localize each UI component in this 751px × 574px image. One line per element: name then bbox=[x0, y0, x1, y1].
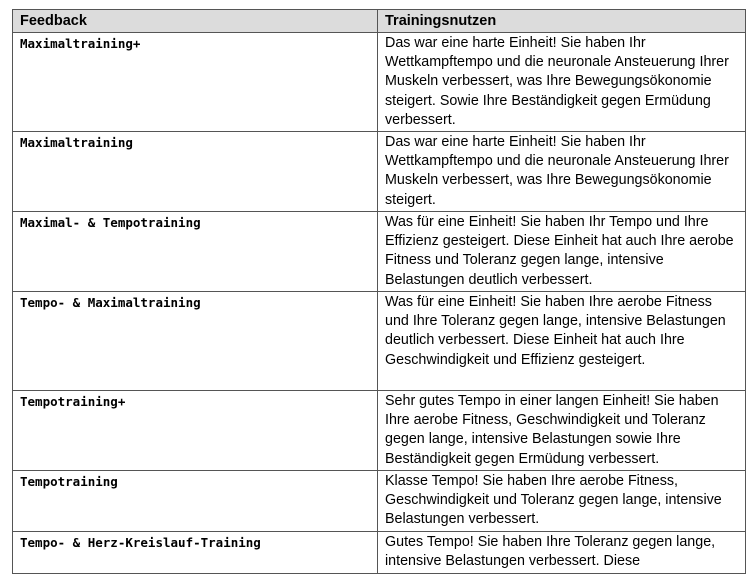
feedback-name: Tempo- & Herz-Kreislauf-Training bbox=[13, 532, 378, 574]
header-feedback: Feedback bbox=[13, 10, 378, 33]
feedback-name: Maximaltraining bbox=[13, 132, 378, 212]
table-row bbox=[13, 132, 746, 212]
feedback-name: Maximal- & Tempotraining bbox=[13, 212, 378, 292]
table-row bbox=[13, 471, 746, 532]
table-row bbox=[13, 212, 746, 292]
feedback-name: Maximaltraining+ bbox=[13, 33, 378, 132]
benefit-text: Was für eine Einheit! Sie haben Ihre aerobe Fitness und Ihre Toleranz gegen lange, intensive Belastungen deutlich verbessert. Diese Einheit hat auch Ihre Geschwindigkeit und Effizienz gesteigert. bbox=[378, 292, 746, 391]
feedback-table bbox=[12, 9, 746, 574]
benefit-text: Das war eine harte Einheit! Sie haben Ihr Wettkampftempo und die neuronale Ansteuerung Ihrer Muskeln verbessert, was Ihre Bewegungsökonomie steigert. bbox=[378, 132, 746, 212]
benefit-text: Gutes Tempo! Sie haben Ihre Toleranz gegen lange, intensive Belastungen verbessert. Diese bbox=[378, 532, 746, 574]
benefit-text: Das war eine harte Einheit! Sie haben Ihr Wettkampftempo und die neuronale Ansteuerung Ihrer Muskeln verbessert, was Ihre Bewegungsökonomie steigert. Sowie Ihre Beständigkeit gegen Ermüdung verbessert. bbox=[378, 33, 746, 132]
feedback-name: Tempo- & Maximaltraining bbox=[13, 292, 378, 391]
table-row bbox=[13, 292, 746, 391]
table-header-row bbox=[13, 10, 746, 33]
table-row bbox=[13, 391, 746, 471]
header-training-benefit: Trainingsnutzen bbox=[378, 10, 746, 33]
table-row bbox=[13, 33, 746, 132]
feedback-name: Tempotraining bbox=[13, 471, 378, 532]
feedback-name: Tempotraining+ bbox=[13, 391, 378, 471]
table-row bbox=[13, 532, 746, 574]
benefit-text: Klasse Tempo! Sie haben Ihre aerobe Fitness, Geschwindigkeit und Toleranz gegen lange, intensive Belastungen verbessert. bbox=[378, 471, 746, 532]
benefit-text: Sehr gutes Tempo in einer langen Einheit! Sie haben Ihre aerobe Fitness, Geschwindigkeit und Toleranz gegen lange, intensive Belastungen sowie Ihre Beständigkeit gegen Ermüdung verbessert. bbox=[378, 391, 746, 471]
benefit-text: Was für eine Einheit! Sie haben Ihr Tempo und Ihre Effizienz gesteigert. Diese Einheit hat auch Ihre aerobe Fitness und Toleranz gegen lange, intensive Belastungen deutlich verbessert. bbox=[378, 212, 746, 292]
